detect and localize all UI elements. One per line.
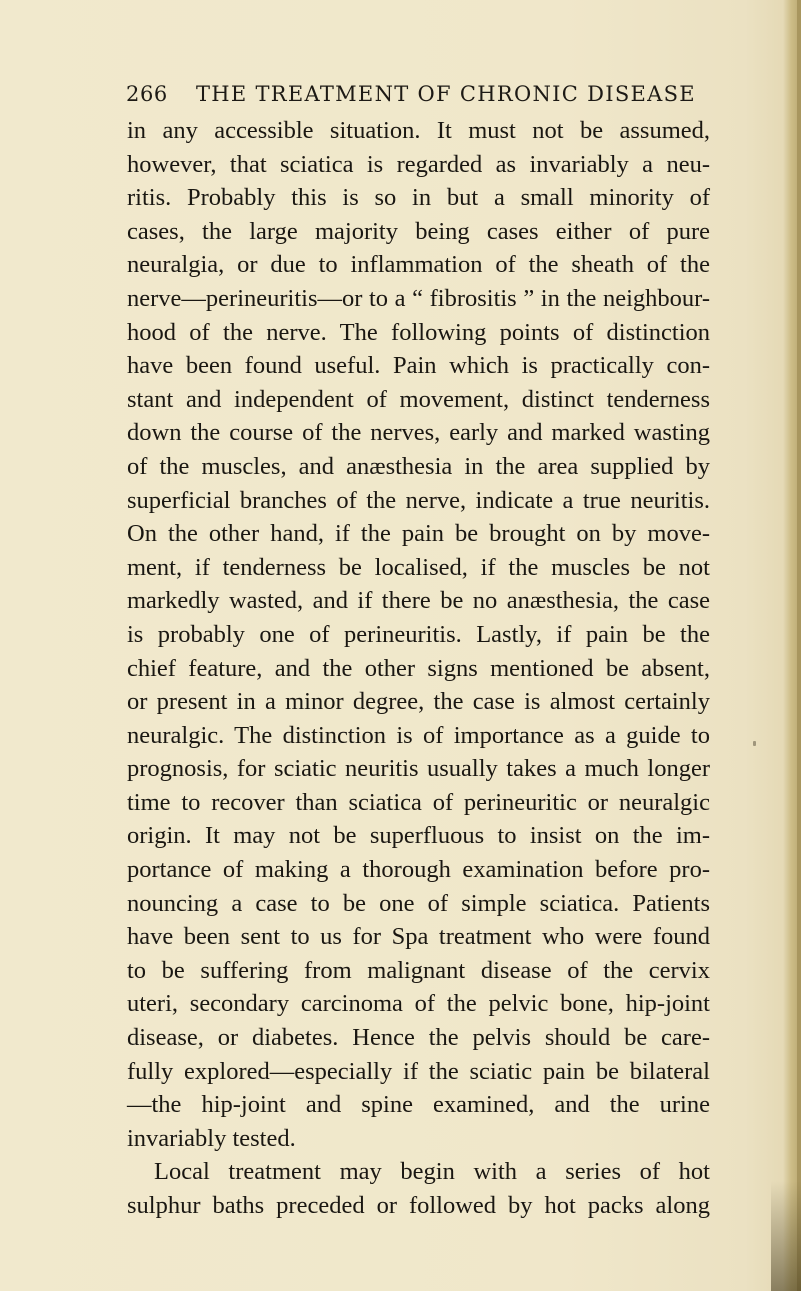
page-number: 266 bbox=[126, 82, 168, 106]
text-line: nerve—perineuritis—or to a “ fibrositis ” in the neighbour- bbox=[127, 284, 710, 312]
paper-speck bbox=[753, 741, 756, 746]
running-head: THE TREATMENT OF CHRONIC DISEASE bbox=[195, 82, 696, 106]
corner-shadow bbox=[771, 1181, 801, 1291]
text-line: superficial branches of the nerve, indicate a true neuritis. bbox=[127, 486, 710, 514]
text-line: uteri, secondary carcinoma of the pelvic bone, hip-joint bbox=[127, 990, 710, 1018]
text-line: have been found useful. Pain which is practically con- bbox=[127, 352, 710, 380]
text-line: sulphur baths preceded or followed by hot packs along bbox=[127, 1192, 710, 1219]
text-line: ment, if tenderness be localised, if the muscles be not bbox=[127, 553, 710, 581]
text-line: portance of making a thorough examination before pro- bbox=[127, 856, 710, 884]
text-line: prognosis, for sciatic neuritis usually takes a much longer bbox=[127, 755, 710, 783]
text-line: neuralgic. The distinction is of importance as a guide to bbox=[127, 721, 710, 749]
text-line-paragraph-start: Local treatment may begin with a series of hot bbox=[154, 1158, 710, 1186]
text-line: down the course of the nerves, early and marked wasting bbox=[127, 419, 710, 447]
text-line: however, that sciatica is regarded as invariably a neu- bbox=[127, 150, 710, 178]
text-line: of the muscles, and anæsthesia in the area supplied by bbox=[127, 452, 710, 480]
text-line: —the hip-joint and spine examined, and the urine bbox=[127, 1091, 710, 1119]
page-edge bbox=[797, 0, 801, 1291]
text-line: neuralgia, or due to inflammation of the sheath of the bbox=[127, 251, 710, 279]
text-line: have been sent to us for Spa treatment who were found bbox=[127, 923, 710, 951]
text-line: or present in a minor degree, the case is almost certainly bbox=[127, 688, 710, 716]
text-line: hood of the nerve. The following points of distinction bbox=[127, 318, 710, 346]
text-line: nouncing a case to be one of simple sciatica. Patients bbox=[127, 889, 710, 917]
text-line: origin. It may not be superfluous to insist on the im- bbox=[127, 822, 710, 850]
text-line: in any accessible situation. It must not be assumed, bbox=[127, 117, 710, 144]
text-line: stant and independent of movement, distinct tenderness bbox=[127, 385, 710, 413]
page-header bbox=[126, 82, 708, 106]
text-line: markedly wasted, and if there be no anæsthesia, the case bbox=[127, 587, 710, 615]
text-line: time to recover than sciatica of perineuritic or neuralgic bbox=[127, 788, 710, 816]
text-line: ritis. Probably this is so in but a small minority of bbox=[127, 184, 710, 212]
text-line: is probably one of perineuritis. Lastly, if pain be the bbox=[127, 620, 710, 648]
text-line: disease, or diabetes. Hence the pelvis should be care- bbox=[127, 1024, 710, 1052]
text-line: cases, the large majority being cases either of pure bbox=[127, 217, 710, 245]
text-line: to be suffering from malignant disease of the cervix bbox=[127, 956, 710, 984]
text-line: On the other hand, if the pain be brought on by move- bbox=[127, 520, 710, 548]
text-line-paragraph-end: invariably tested. bbox=[127, 1124, 296, 1152]
body-text bbox=[127, 114, 710, 1223]
text-line: chief feature, and the other signs mentioned be absent, bbox=[127, 654, 710, 682]
text-line: fully explored—especially if the sciatic pain be bilateral bbox=[127, 1057, 710, 1085]
